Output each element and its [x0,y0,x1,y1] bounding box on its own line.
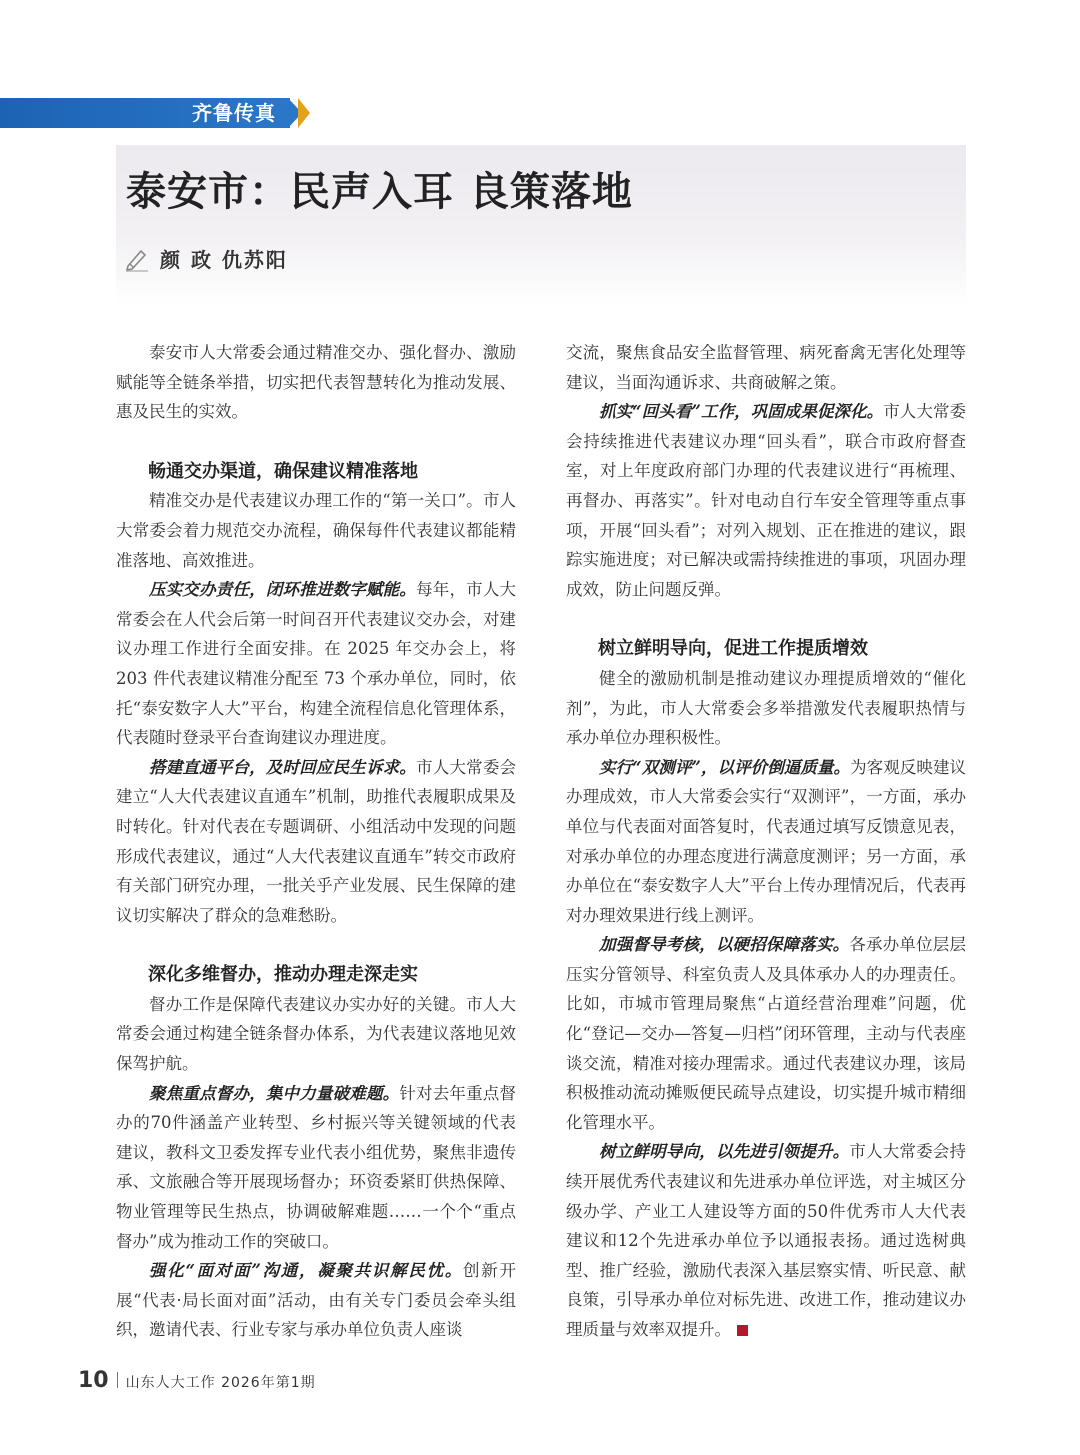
paragraph-lead: 抓实“回头看”工作，巩固成果促深化。 [599,402,884,422]
paragraph-lead: 树立鲜明导向，以先进引领提升。 [599,1142,850,1162]
pen-icon [124,246,150,272]
paragraph [116,1256,516,1345]
section-heading-3: 树立鲜明导向，促进工作提质增效 [598,638,868,660]
paragraph-body: 创新开展“代表·局长面对面”活动，由有关专门委员会牵头组织，邀请代表、行业专家与承办单位负责人座谈 [116,1261,516,1340]
paragraph [566,930,966,1137]
section-heading-2: 深化多维督办，推动办理走深走实 [148,964,418,986]
column-right [566,338,966,1345]
paragraph-continued: 交流，聚焦食品安全监督管理、病死畜禽无害化处理等建议，当面沟通诉求、共商破解之策。 [566,343,966,392]
page-number: 10 [78,1368,109,1393]
paragraph [566,397,966,604]
paragraph [566,1137,966,1344]
page-footer [78,1368,316,1393]
paragraph-body: 每年，市人大常委会在人代会后第一时间召开代表建议交办会，对建议办理工作进行全面安排。在 2025 年交办会上，将 203 件代表建议精准分配至 73 个承办单位，同时，依托“泰安数字人大”平台，构建全流程信息化管理体系，代表随时登录平台查询建议办理进度。 [116,580,517,748]
section-label: 齐鲁传真 [192,101,276,125]
paragraph [116,575,516,753]
paragraph-body: 市人大常委会持续推进代表建议办理“回头看”，联合市政府督查室，对上年度政府部门办理的代表建议进行“再梳理、再督办、再落实”。针对电动自行车安全管理等重点事项，开展“回头看”；对列入规划、正在推进的建议，跟踪实施进度；对已解决或需持续推进的事项，巩固办理成效，防止问题反弹。 [566,402,967,599]
article-title: 泰安市：民声入耳 良策落地 [126,169,633,215]
paragraph: 督办工作是保障代表建议办实办好的关键。市人大常委会通过构建全链条督办体系，为代表建议落地见效保驾护航。 [116,994,516,1074]
paragraph [116,1079,516,1257]
section-heading-1: 畅通交办渠道，确保建议精准落地 [148,460,418,482]
paragraph: 精准交办是代表建议办理工作的“第一关口”。市人大常委会着力规范交办流程，确保每件代表建议都能精准落地、高效推进。 [116,491,516,570]
paragraph: 健全的激励机制是推动建议办理提质增效的“催化剂”，为此，市人大常委会多举措激发代表履职热情与承办单位办理积极性。 [566,668,966,748]
paragraph-body: 针对去年重点督办的70件涵盖产业转型、乡村振兴等关键领域的代表建议，教科文卫委发挥专业代表小组优势，聚焦非遗传承、文旅融合等开展现场督办；环资委紧盯供热保障、物业管理等民生热点，协调破解难题……一个个“重点督办”成为推动工作的突破口。 [116,1083,517,1251]
paragraph-lead: 压实交办责任，闭环推进数字赋能。 [149,580,417,600]
end-mark-icon [737,1325,748,1336]
paragraph-lead: 聚焦重点督办，集中力量破难题。 [149,1083,400,1103]
paragraph-lead: 搭建直通平台，及时回应民生诉求。 [149,757,417,777]
paragraph-body: 为客观反映建议办理成效，市人大常委会实行“双测评”，一方面，承办单位与代表面对面答复时，代表通过填写反馈意见表，对承办单位的办理态度进行满意度测评；另一方面，承办单位在“泰安数字人大”平台上传办理情况后，代表再对办理效果进行线上测评。 [566,757,967,925]
paragraph [116,753,516,931]
intro-paragraph: 泰安市人大常委会通过精准交办、强化督办、激励赋能等全链条举措，切实把代表智慧转化为推动发展、惠及民生的实效。 [116,343,516,422]
column-left [116,338,516,1345]
paragraph-lead: 实行“双测评”，以评价倒逼质量。 [599,757,851,777]
paragraph-body: 市人大常委会建立“人大代表建议直通车”机制，助推代表履职成果及时转化。针对代表在专题调研、小组活动中发现的问题形成代表建议，通过“人大代表建议直通车”转交市政府有关部门研究办理，一批关乎产业发展、民生保障的建议切实解决了群众的急难愁盼。 [116,757,517,925]
paragraph-lead: 强化“面对面”沟通，凝聚共识解民忧。 [149,1261,464,1281]
journal-issue: 山东人大工作 2026年第1期 [125,1375,316,1391]
paragraph [566,753,966,931]
paragraph-lead: 加强督导考核，以硬招保障落实。 [599,935,850,955]
paragraph-body: 各承办单位层层压实分管领导、科室负责人及具体承办人的办理责任。比如，市城市管理局聚焦“占道经营治理难”问题，优化“登记—交办—答复—归档”闭环管理，主动与代表座谈交流，精准对接办理需求。通过代表建议办理，该局积极推动流动摊贩便民疏导点建设，切实提升城市精细化管理水平。 [566,935,967,1132]
banner-chevron-accent [298,98,310,128]
paragraph-body: 市人大常委会持续开展优秀代表建议和先进承办单位评选，对主城区分级办学、产业工人建设等方面的50件优秀市人大代表建议和12个先进承办单位予以通报表扬。通过选树典型、推广经验，激励代表深入基层察实情、听民意、献良策，引导承办单位对标先进、改进工作，推动建议办理质量与效率双提升。 [566,1142,967,1339]
footer-divider [117,1372,118,1388]
article-authors: 颜 政 仇苏阳 [160,248,288,272]
